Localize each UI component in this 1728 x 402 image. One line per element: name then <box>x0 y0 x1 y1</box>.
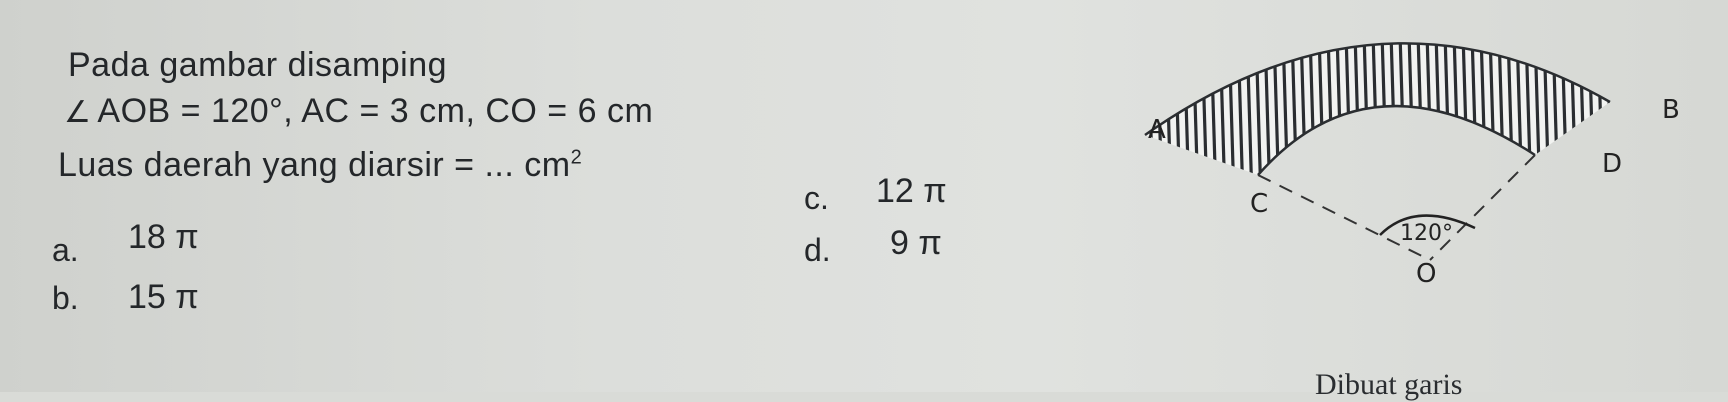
given-values: AOB = 120°, AC = 3 cm, CO = 6 cm <box>97 92 654 130</box>
shaded-region <box>1120 0 1639 200</box>
hatch-line <box>1138 0 1144 200</box>
label-a: A <box>1148 115 1166 145</box>
hatch-line <box>1624 0 1630 200</box>
question-intro: Pada gambar disamping <box>68 46 448 84</box>
hatch-line <box>1129 0 1135 200</box>
hatch-line <box>1156 0 1162 200</box>
radius-oc-dashed <box>1258 175 1430 260</box>
hatch-line <box>1165 0 1171 200</box>
option-value: 9 π <box>890 224 942 262</box>
hatch-line <box>1147 0 1153 200</box>
label-b: B <box>1662 95 1680 125</box>
label-d: D <box>1602 149 1623 179</box>
option-letter: a. <box>52 232 79 268</box>
angle-symbol: ∠ <box>64 96 92 129</box>
footer-caption: Dibuat garis <box>1315 368 1463 401</box>
option-value: 15 π <box>128 278 199 316</box>
label-c: C <box>1250 189 1269 219</box>
hatch-line <box>1633 0 1639 200</box>
hatch-line <box>1120 0 1126 200</box>
option-letter: d. <box>804 232 831 268</box>
option-value: 12 π <box>876 172 947 210</box>
option-letter: b. <box>52 280 79 316</box>
prompt-unit-exponent: 2 <box>570 146 583 169</box>
hatch-line <box>1183 0 1189 200</box>
label-o: O <box>1416 259 1437 289</box>
option-value: 18 π <box>128 218 199 256</box>
hatch-line <box>1192 0 1198 200</box>
option-letter: c. <box>804 180 829 216</box>
angle-label: 120° <box>1400 221 1453 246</box>
prompt-text: Luas daerah yang diarsir = ... cm <box>58 146 571 184</box>
hatch-line <box>1174 0 1180 200</box>
